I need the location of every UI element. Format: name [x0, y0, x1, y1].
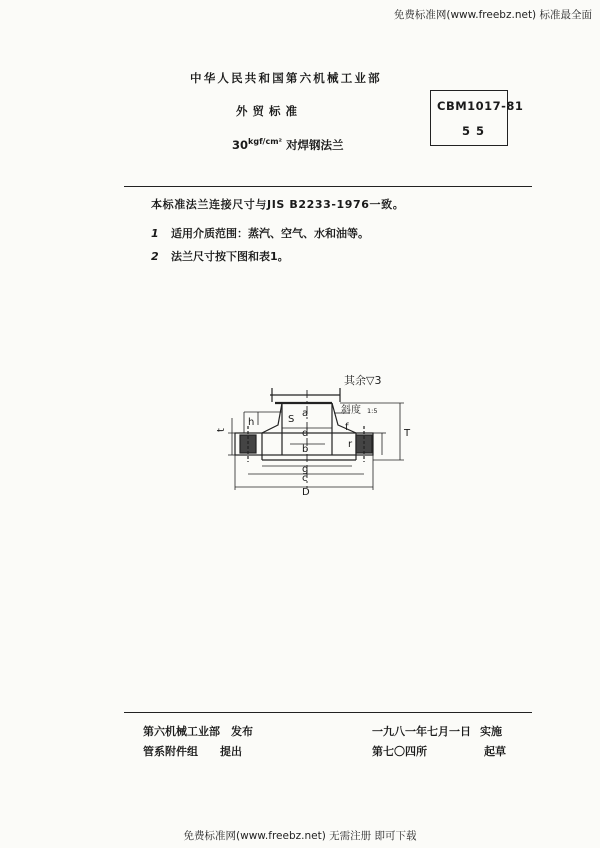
- item-text: 法兰尺寸按下图和表1。: [171, 250, 289, 263]
- footer-rule: [124, 712, 532, 713]
- dim-b: b: [302, 444, 309, 455]
- dim-T: T: [404, 428, 411, 439]
- intro-line: 本标准法兰连接尺寸与JIS B2233-1976一致。: [151, 198, 405, 211]
- drafter: 第七〇四所: [372, 745, 427, 758]
- watermark-top: 免费标准网(www.freebz.net) 标准最全面: [393, 9, 592, 21]
- implement-date: 一九八一年七月一日: [372, 725, 471, 738]
- hub-outline: [262, 403, 282, 455]
- dim-c: c: [302, 473, 308, 484]
- dim-g: g: [302, 464, 309, 475]
- item-number: 1: [151, 227, 159, 240]
- issuer: 第六机械工业部 发布: [143, 725, 253, 738]
- note-bevel: 斜度: [341, 405, 361, 416]
- title-unit: kgf/cm²: [248, 137, 283, 146]
- page-number: 55: [462, 124, 491, 138]
- standard-code: CBM1017-81: [437, 99, 524, 113]
- note-other-finish: 其余▽3: [344, 374, 382, 387]
- item-number: 2: [151, 250, 159, 263]
- title-pressure: 30: [232, 138, 249, 152]
- dim-h: h: [248, 417, 255, 428]
- proposer: 管系附件组 提出: [143, 745, 242, 758]
- implement-label: 实施: [480, 725, 502, 738]
- dim-f: f: [345, 422, 349, 433]
- standard-type: 外贸标准: [236, 104, 302, 118]
- dim-a: a: [302, 408, 309, 419]
- dim-t: t: [216, 428, 227, 432]
- title-text: 对焊钢法兰: [286, 138, 344, 152]
- dim-D: D: [302, 487, 310, 498]
- draft-label: 起草: [484, 745, 506, 758]
- bevel-ratio: 1:5: [367, 407, 378, 415]
- dim-d: d: [302, 428, 309, 439]
- watermark-bottom: 免费标准网(www.freebz.net) 无需注册 即可下载: [183, 830, 417, 842]
- ministry-heading: 中华人民共和国第六机械工业部: [190, 71, 382, 85]
- dim-S: S: [288, 414, 295, 425]
- item-text: 适用介质范围：蒸汽、空气、水和油等。: [171, 227, 369, 240]
- dim-r: r: [348, 439, 353, 450]
